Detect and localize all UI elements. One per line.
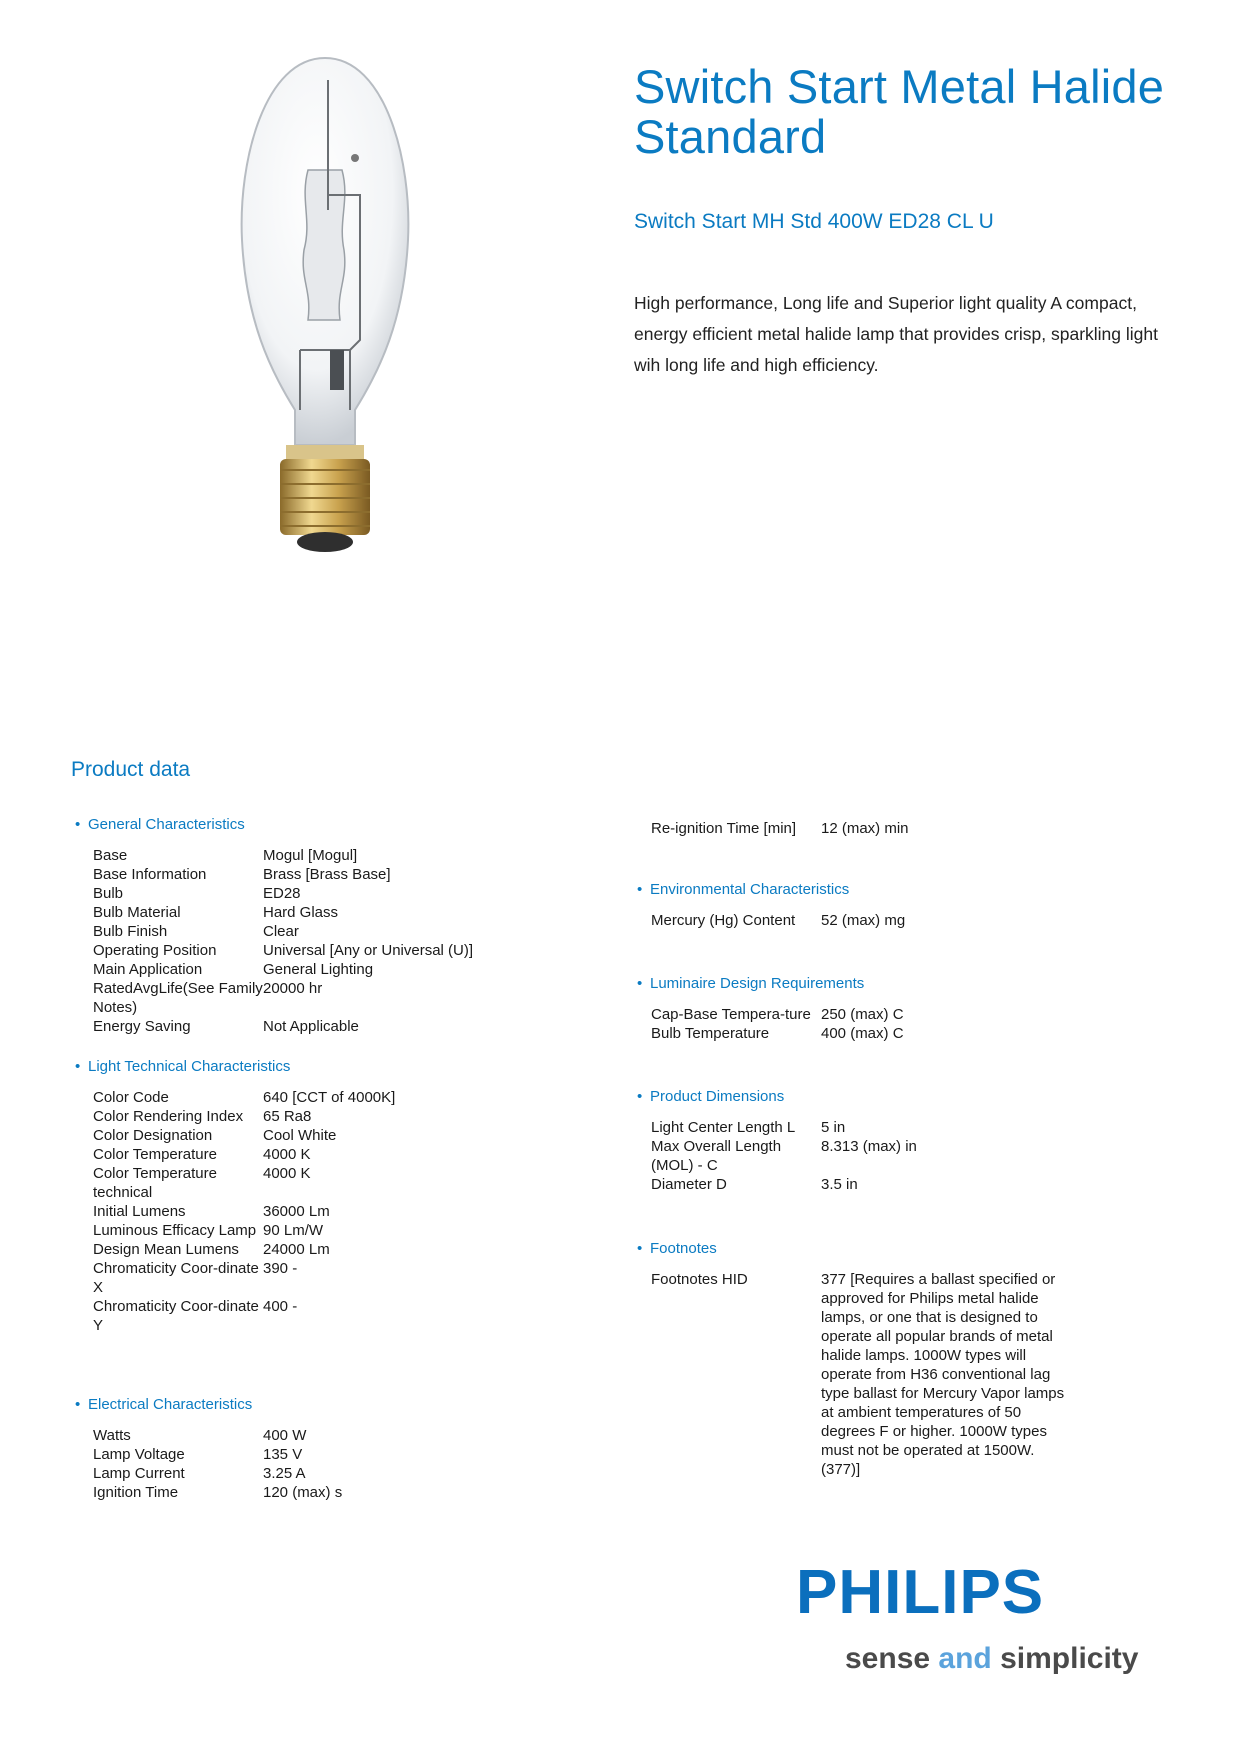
- spec-row: Bulb Temperature 400 (max) C: [651, 1025, 904, 1042]
- section-title: • Environmental Characteristics: [637, 881, 850, 898]
- spec-row: Base Information Brass [Brass Base]: [93, 866, 391, 883]
- spec-list: [93, 1088, 555, 1335]
- spec-row: Color Rendering Index 65 Ra8: [93, 1108, 312, 1125]
- spec-row: Lamp Current 3.25 A: [93, 1465, 306, 1482]
- spec-row: Bulb Material Hard Glass: [93, 904, 339, 921]
- product-description: High performance, Long life and Superior light quality A compact, energy efficient metal halide lamp that provides crisp, sparkling light wih long life and high efficiency.: [634, 293, 1158, 375]
- section-general: [75, 816, 555, 1036]
- spec-row: Light Center Length L 5 in: [651, 1119, 846, 1136]
- product-subtitle: Switch Start MH Std 400W ED28 CL U: [634, 210, 994, 233]
- spec-row: Luminous Efficacy Lamp 90 Lm/W: [93, 1222, 324, 1239]
- spec-row: Chromaticity Coor-dinate Y 400 -: [93, 1298, 298, 1334]
- philips-logo: PHILIPS: [796, 1558, 1045, 1627]
- spec-row: Ignition Time 120 (max) s: [93, 1484, 343, 1501]
- section-dimensions: [637, 1088, 1117, 1194]
- spec-row: Max Overall Length (MOL) - C 8.313 (max) in: [651, 1138, 917, 1174]
- section-title: • Footnotes: [637, 1240, 717, 1257]
- spec-list: [651, 1005, 1117, 1043]
- spec-row: Initial Lumens 36000 Lm: [93, 1203, 330, 1220]
- spec-row: Re-ignition Time [min] 12 (max) min: [651, 820, 909, 837]
- spec-list: [651, 819, 1117, 838]
- spec-row: RatedAvgLife(See Family Notes) 20000 hr: [93, 980, 323, 1016]
- spec-row: Color Temperature 4000 K: [93, 1146, 311, 1163]
- section-footnotes: [637, 1240, 1137, 1479]
- section-reignition: [637, 819, 1117, 838]
- brand-tagline: sense and simplicity: [845, 1642, 1139, 1675]
- spec-row: Color Code 640 [CCT of 4000K]: [93, 1089, 396, 1106]
- spec-row: Lamp Voltage 135 V: [93, 1446, 303, 1463]
- spec-list: [651, 911, 1117, 930]
- section-title: • Electrical Characteristics: [75, 1396, 253, 1413]
- spec-list: [651, 1270, 1137, 1479]
- spec-row: Bulb Finish Clear: [93, 923, 299, 940]
- spec-row: Watts 400 W: [93, 1427, 307, 1444]
- spec-list: [93, 846, 555, 1036]
- section-light: [75, 1058, 555, 1335]
- spec-list: [93, 1426, 555, 1502]
- spec-row: Design Mean Lumens 24000 Lm: [93, 1241, 330, 1258]
- spec-row: Base Mogul [Mogul]: [93, 847, 358, 864]
- spec-row: Bulb ED28: [93, 885, 301, 902]
- spec-row: Color Designation Cool White: [93, 1127, 337, 1144]
- spec-row: Cap-Base Tempera-ture 250 (max) C: [651, 1006, 904, 1023]
- section-title: • Light Technical Characteristics: [75, 1058, 291, 1075]
- spec-row: Main Application General Lighting: [93, 961, 374, 978]
- spec-list: [651, 1118, 1117, 1194]
- spec-row: Diameter D 3.5 in: [651, 1176, 858, 1193]
- section-title: • General Characteristics: [75, 816, 245, 833]
- spec-row: Energy Saving Not Applicable: [93, 1018, 359, 1035]
- spec-row: Mercury (Hg) Content 52 (max) mg: [651, 912, 906, 929]
- lamp-image: [200, 50, 450, 560]
- section-electrical: [75, 1396, 555, 1502]
- section-title: • Product Dimensions: [637, 1088, 785, 1105]
- page-title: Switch Start Metal Halide Standard: [634, 60, 1165, 163]
- product-data-heading: Product data: [71, 758, 191, 781]
- section-luminaire: [637, 975, 1117, 1043]
- spec-row: Color Temperature technical 4000 K: [93, 1165, 311, 1201]
- spec-row: Operating Position Universal [Any or Universal (U)]: [93, 942, 474, 959]
- spec-row: Chromaticity Coor-dinate X 390 -: [93, 1260, 298, 1296]
- section-environmental: [637, 881, 1117, 930]
- spec-row: Footnotes HID 377 [Requires a ballast specified or approved for Philips metal halide lamps, or one that is designed to operate all popular brands of metal halide lamps. 1000W types will operate from H36 conventional lag type ballast for Mercury Vapor lamps at ambient temperatures of 50 degrees F or higher. 1000W types must not be operated at 1500W. (377)]: [651, 1271, 1065, 1478]
- section-title: • Luminaire Design Requirements: [637, 975, 865, 992]
